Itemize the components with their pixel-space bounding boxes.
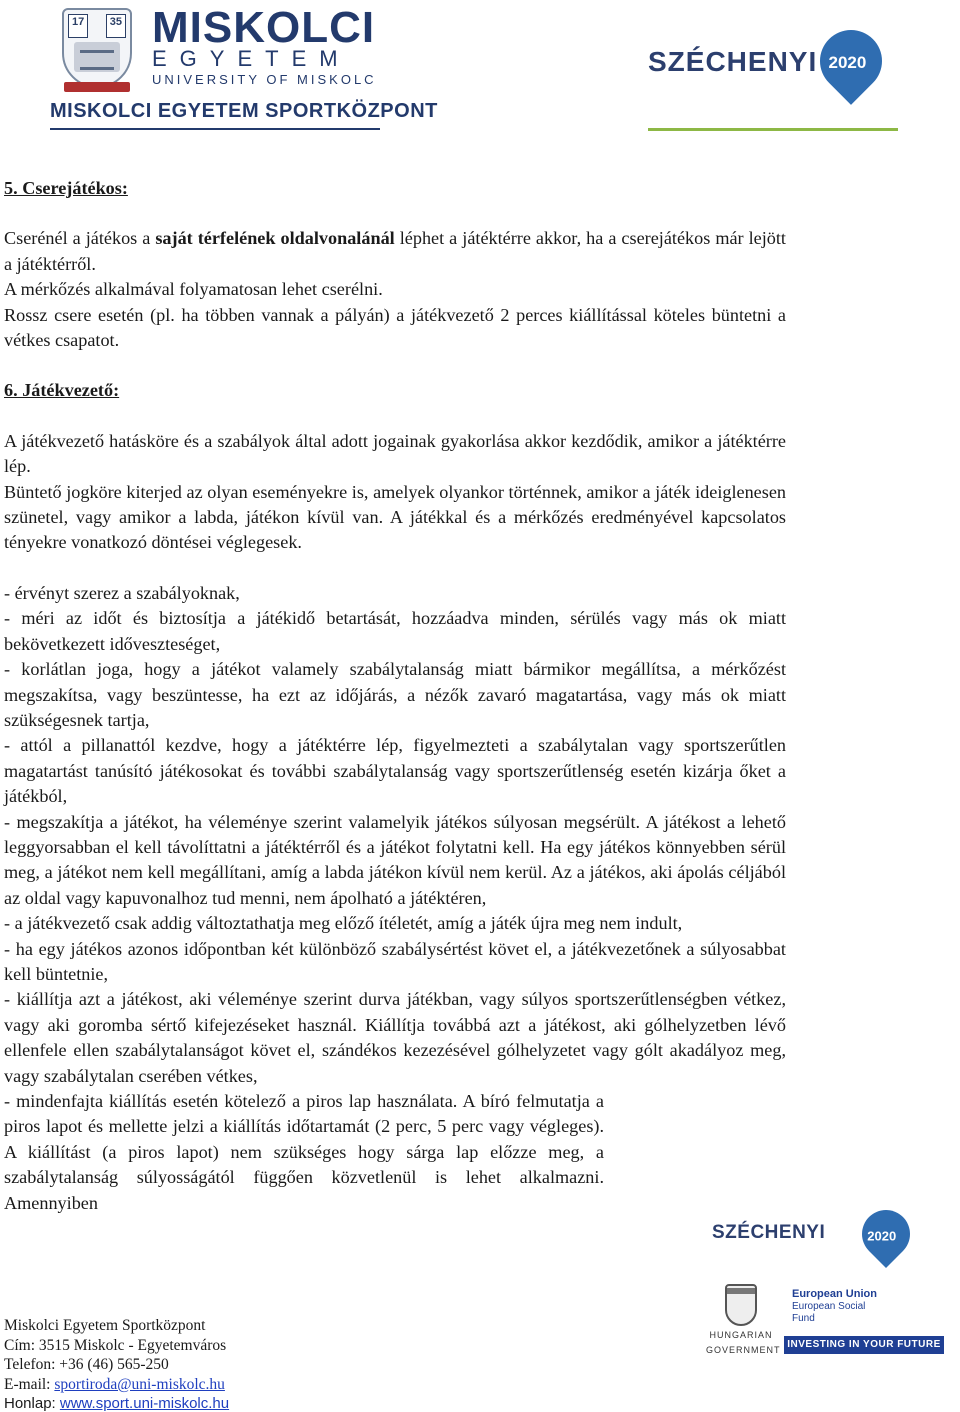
- logo-english-name: UNIVERSITY OF MISKOLC: [152, 72, 377, 87]
- contact-footer: [4, 1316, 229, 1412]
- p1-text-end: léphet a játéktérre akkor, ha a cserejátékos már lejött a játéktérről.: [4, 228, 786, 274]
- footer-phone: Telefon: +36 (46) 565-250: [4, 1356, 169, 1374]
- map-pin-icon: [852, 1200, 920, 1268]
- p1-text-bold: saját térfelének oldalvonalánál: [155, 228, 395, 249]
- logo-title: MISKOLCI: [152, 3, 376, 52]
- list-item: - korlátlan joga, hogy a játékot valamely szabálytalanság miatt bármikor megállítsa, a mérkőzést megszakítsa, vagy beszüntesse, ha ezt az időjárás, a nézők zavaró magatartása, vagy más ok miatt szükségesnek tartja,: [4, 659, 786, 730]
- list-item: - méri az időt és biztosítja a játékidő betartását, hozzáadva minden, sérülés vagy más ok miatt bekövetkezett időveszteséget,: [4, 608, 786, 654]
- map-pin-icon: [807, 17, 895, 105]
- list-item: - megszakítja a játékot, ha véleménye szerint valamelyik játékos súlyosan megsérült. A játékost a lehető leggyorsabban el kell távolíttatni a játéktérről és a játékot folytatni kell. Ha egy játékos könnyebben sérül meg, a játékot nem kell megállítani, amíg a labda játékon kívül nem kerül. Az a játékos, aki ápolás céljából az oldal vagy kapuvonalhoz tud menni, nem ápolható a játéktéren,: [4, 811, 786, 908]
- coat-of-arms-icon: [725, 1284, 757, 1326]
- logo-subtitle: EGYETEM: [152, 46, 351, 71]
- list-item: - érvényt szerez a szabályoknak,: [4, 582, 240, 603]
- footer-web-label: Honlap:: [4, 1395, 60, 1412]
- section-6-heading: 6. Játékvezető:: [4, 380, 120, 401]
- page-header: [0, 0, 960, 140]
- list-item: - attól a pillanattól kezdve, hogy a játéktérre lép, figyelmezteti a szabálytalan vagy sportszerűtlen magatartást tanúsító játékosokat és további szabálytalanság vagy sportszerűtlenség esetén kizárja őket a játékból,: [4, 735, 786, 807]
- crest-year-right: 35: [106, 14, 126, 38]
- list-item: - kiállítja azt a játékost, aki véleménye szerint durva játékban, vagy súlyos sportszerűtlenségben vétkez, vagy aki goromba sértő kifejezéseket használ. Kiállítja továbbá azt a játékost, aki gólhelyzetben lévő ellenfele ellen szabálytalanságot követ el, szándékos kezezésével gólhelyzetet vagy gólt akadályoz meg, vagy szabálytalan cserében vétkes,: [4, 989, 786, 1086]
- eu-slogan-bar: INVESTING IN YOUR FUTURE: [784, 1336, 944, 1354]
- szechenyi-underline: [648, 128, 898, 131]
- footer-email-row: [4, 1375, 229, 1395]
- section-5-paragraph-2: A mérkőzés alkalmával folyamatosan lehet cserélni.: [4, 279, 383, 300]
- section-5-paragraph-1: [4, 226, 786, 277]
- footer-email-label: E-mail:: [4, 1375, 55, 1393]
- p1-text-start: Cserénél a játékos a: [4, 228, 156, 249]
- section-6-paragraph-2: Büntető jogköre kiterjed az olyan eseményekre is, amelyek olyankor történnek, amikor a játék ideiglenesen szünetel, vagy amikor a labda, játékon kívül van. A játékkal és a mérkőzés eredményével kapcsolatos tényekre vonatkozó döntései véglegesek.: [4, 481, 786, 553]
- eu-line-2: European Social: [792, 1301, 866, 1312]
- university-crest-icon: [62, 8, 132, 88]
- email-link[interactable]: sportiroda@uni-miskolc.hu: [54, 1375, 225, 1393]
- szechenyi-year-bottom: 2020: [867, 1228, 897, 1244]
- section-6-paragraph-1: A játékvezető hatásköre és a szabályok által adott jogainak gyakorlása akkor kezdődik, amikor a játéktérre lép.: [4, 430, 786, 477]
- sport-center-title: MISKOLCI EGYETEM SPORTKÖZPONT: [50, 100, 438, 122]
- crest-year-left: 17: [68, 14, 88, 38]
- list-item: - ha egy játékos azonos időpontban két különböző szabálysértést követ el, a játékvezetőnek a súlyosabbat kell büntetnie,: [4, 938, 786, 984]
- gov-label-2: GOVERNMENT: [706, 1345, 781, 1355]
- szechenyi-logo: [648, 30, 908, 130]
- header-divider: [50, 128, 380, 130]
- gov-label-1: HUNGARIAN: [709, 1330, 773, 1340]
- list-item: - a játékvezető csak addig változtathatja meg előző ítéletét, amíg a játék újra meg nem indult,: [4, 913, 683, 934]
- eu-line-3: Fund: [792, 1313, 815, 1324]
- list-item-last: - mindenfajta kiállítás esetén kötelező a piros lap használata. A bíró felmutatja a piros lapot és mellette jelzi a kiállítás időtartamát (2 perc, 5 perc vagy végleges). A kiállítást (a piros lapot) nem szükséges hogy sárga lap előzze meg, a szabálytalanság súlyosságától függően közvetlenül is lehet alkalmazni. Amennyiben: [4, 1091, 604, 1213]
- footer-address: Cím: 3515 Miskolc - Egyetemváros: [4, 1336, 227, 1354]
- eu-line-1: European Union: [792, 1288, 877, 1300]
- szechenyi-wordmark-bottom: SZÉCHENYI: [712, 1222, 826, 1243]
- hungarian-government-logo: [706, 1284, 781, 1364]
- szechenyi-year: 2020: [828, 53, 867, 73]
- szechenyi-logo-bottom: [712, 1204, 932, 1274]
- footer-org: Miskolci Egyetem Sportközpont: [4, 1317, 206, 1334]
- section-5-heading: 5. Cserejátékos:: [4, 178, 128, 198]
- eu-social-fund-logo: [784, 1286, 944, 1356]
- footer-web-row: [4, 1394, 229, 1412]
- document-body: [4, 176, 786, 1216]
- section-5-paragraph-3: Rossz csere esetén (pl. ha többen vannak a pályán) a játékvezető 2 perces kiállítással köteles büntetni a vétkes csapatot.: [4, 304, 786, 351]
- szechenyi-wordmark: SZÉCHENYI: [648, 46, 818, 77]
- website-link[interactable]: www.sport.uni-miskolc.hu: [59, 1395, 230, 1412]
- eu-text-block: [784, 1288, 944, 1325]
